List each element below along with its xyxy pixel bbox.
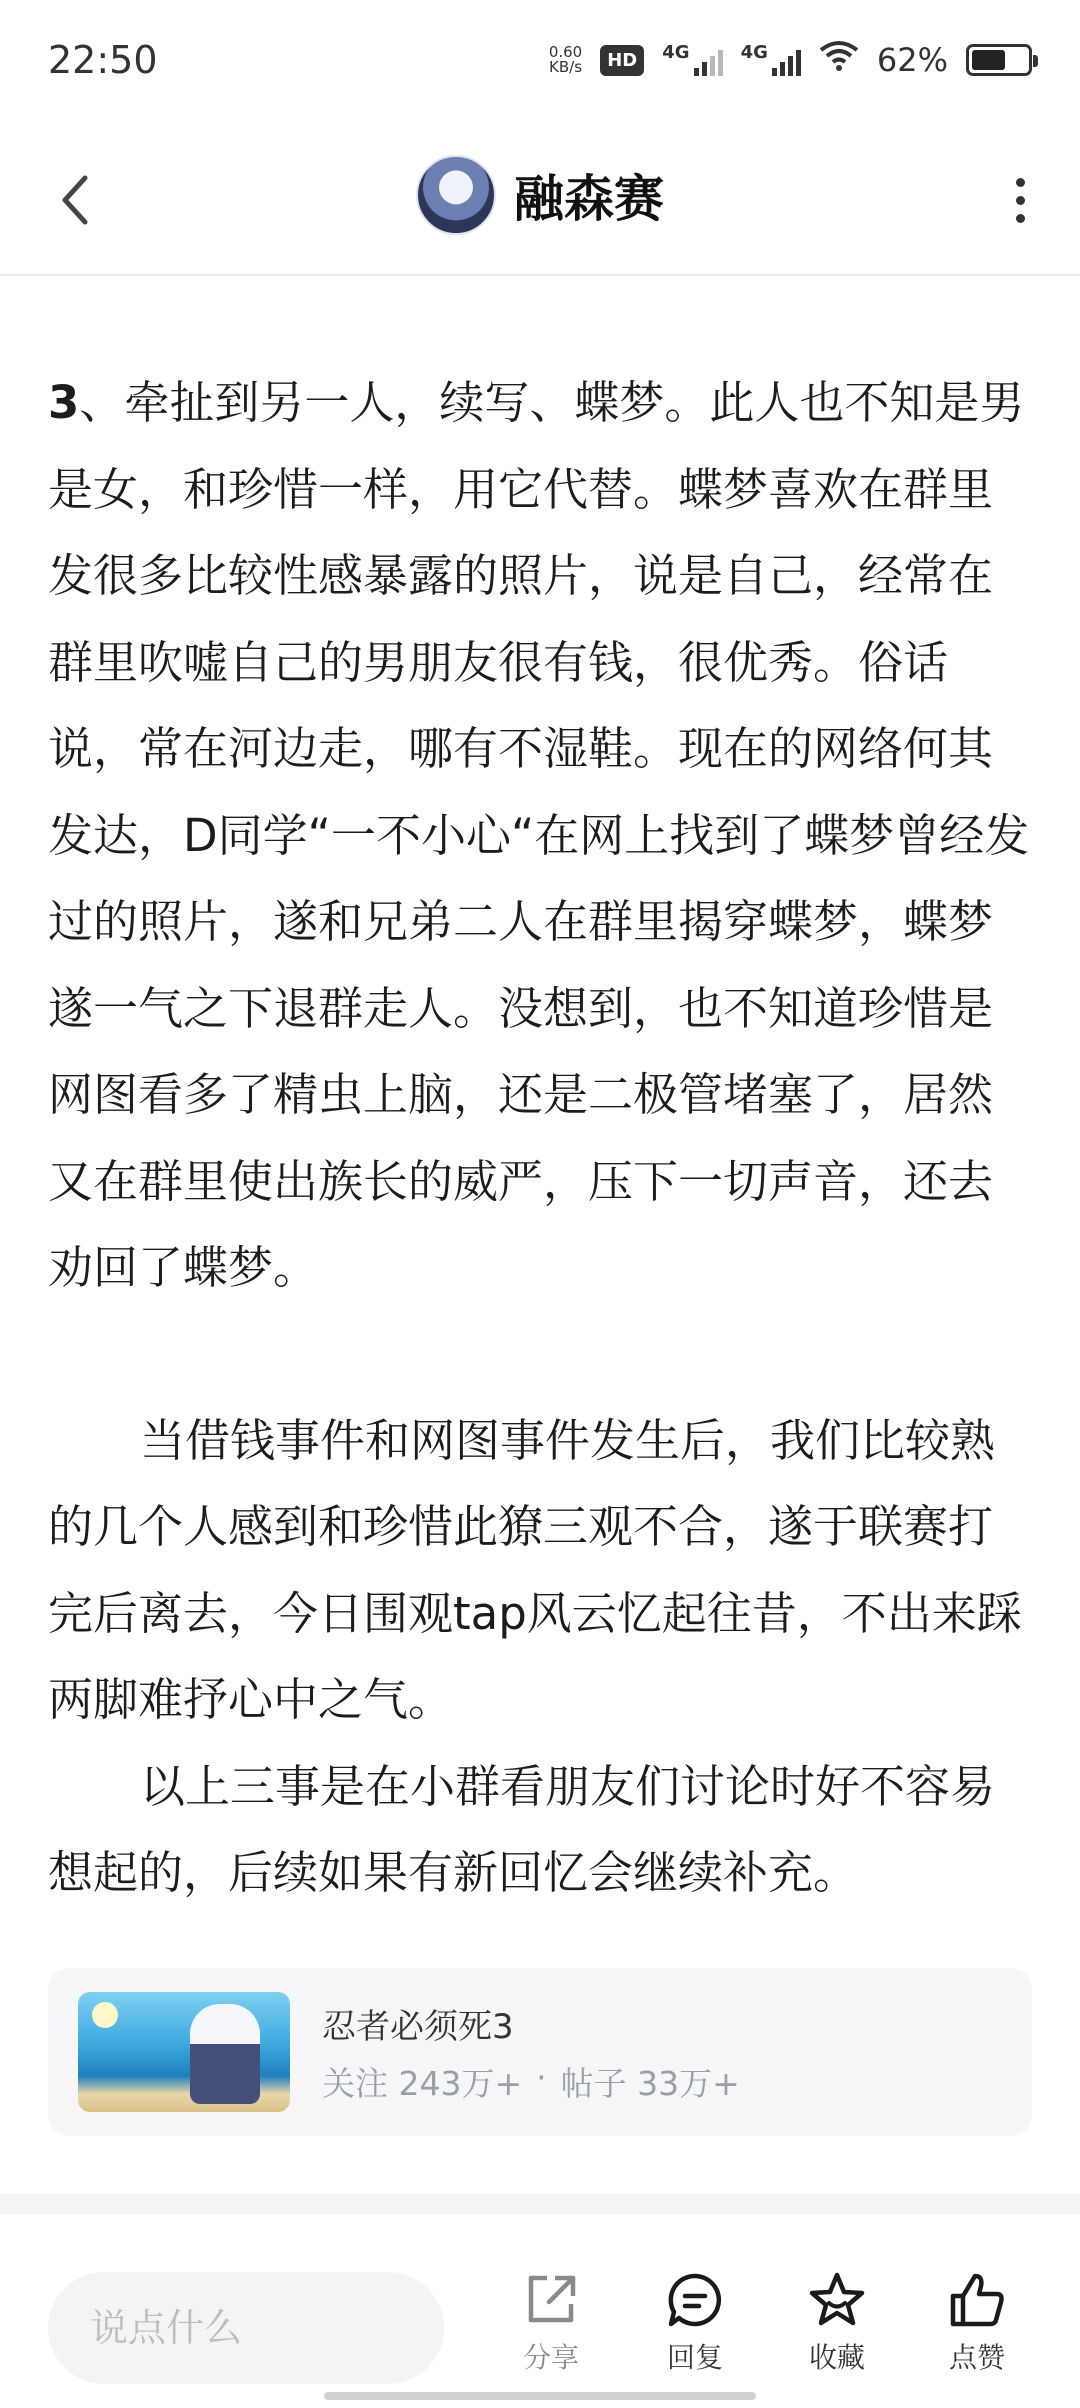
share-label: 分享 — [522, 2341, 579, 2374]
more-dots-icon-dot2 — [1016, 196, 1025, 205]
author-info[interactable] — [0, 150, 1080, 240]
like-label: 点赞 — [948, 2341, 1005, 2374]
forum-name: 忍者必须死3 — [322, 2007, 514, 2047]
wifi-icon — [819, 40, 859, 80]
avatar[interactable] — [416, 155, 496, 235]
forum-thumbnail — [78, 1992, 290, 2112]
sim2-network-label: 4G — [740, 42, 768, 63]
share-icon — [521, 2270, 581, 2330]
more-dots-icon — [1016, 178, 1025, 187]
paragraph-2: 当借钱事件和网图事件发生后，我们比较熟的几个人感到和珍惜此獠三观不合，遂于联赛打完后离去，今日围观tap风云忆起往昔，不出来踩两脚难抒心中之气。 — [48, 1413, 1022, 1726]
section-divider — [0, 2194, 1080, 2214]
star-icon — [807, 2270, 867, 2330]
post-body — [48, 360, 1032, 1917]
thumbnail-sun — [92, 2002, 118, 2028]
network-speed-value: 0.60 — [548, 43, 583, 61]
paragraph-1-text: 、牵扯到另一人，续写、蝶梦。此人也不知是男是女，和珍惜一样，用它代替。蝶梦喜欢在群里发很多比较性感暴露的照片，说是自己，经常在群里吹嘘自己的男朋友很有钱，很优秀。俗话说，常在河边走，哪有不湿鞋。现在的网络何其发达，D同学“一不小心“在网上找到了蝶梦曾经发过的照片，遂和兄弟二人在群里揭穿蝶梦，蝶梦遂一气之下退群走人。没想到，也不知道珍惜是网图看多了精虫上脑，还是二极管堵塞了，居然又在群里使出族长的威严，压下一切声音，还去劝回了蝶梦。 — [48, 376, 1030, 1294]
forum-stats-separator: · — [536, 2058, 547, 2097]
battery-icon — [966, 44, 1032, 76]
reply-label: 回复 — [666, 2341, 723, 2374]
sim2-signal-icon — [741, 44, 801, 76]
more-dots-icon-dot3 — [1016, 214, 1025, 223]
battery-fill — [972, 50, 1005, 70]
sim1-signal-icon — [662, 44, 722, 76]
author-name[interactable]: 融森赛 — [514, 170, 664, 228]
hd-icon: HD — [600, 45, 644, 76]
thumbs-up-icon — [947, 2270, 1007, 2330]
post-header — [0, 120, 1080, 276]
forum-posts: 帖子 33万+ — [560, 2064, 740, 2103]
more-options-button[interactable] — [990, 160, 1050, 240]
network-speed-unit: KB/s — [549, 58, 583, 76]
battery-percent: 62% — [876, 41, 948, 79]
share-button[interactable] — [496, 2270, 606, 2390]
forum-stats — [322, 2058, 740, 2105]
comment-bubble-icon — [665, 2270, 725, 2330]
home-indicator[interactable] — [324, 2392, 756, 2400]
status-time: 22:50 — [48, 38, 158, 82]
reply-button[interactable] — [640, 2270, 750, 2390]
forum-followers: 关注 243万+ — [322, 2064, 523, 2103]
forum-card[interactable] — [48, 1968, 1032, 2136]
status-bar — [0, 0, 1080, 120]
paragraph-3: 以上三事是在小群看朋友们讨论时好不容易想起的，后续如果有新回忆会继续补充。 — [48, 1759, 996, 1899]
like-button[interactable] — [922, 2270, 1032, 2390]
thumbnail-character — [190, 2004, 260, 2104]
status-icons — [549, 40, 1032, 80]
bottom-action-bar — [0, 2248, 1080, 2408]
comment-input[interactable] — [48, 2272, 444, 2384]
paragraph-number: 3 — [48, 376, 80, 429]
sim1-network-label: 4G — [662, 42, 690, 63]
paragraph-1 — [48, 360, 1032, 1312]
forum-info — [322, 1999, 740, 2105]
favorite-button[interactable] — [782, 2270, 892, 2390]
network-speed — [549, 45, 582, 75]
favorite-label: 收藏 — [808, 2341, 865, 2374]
